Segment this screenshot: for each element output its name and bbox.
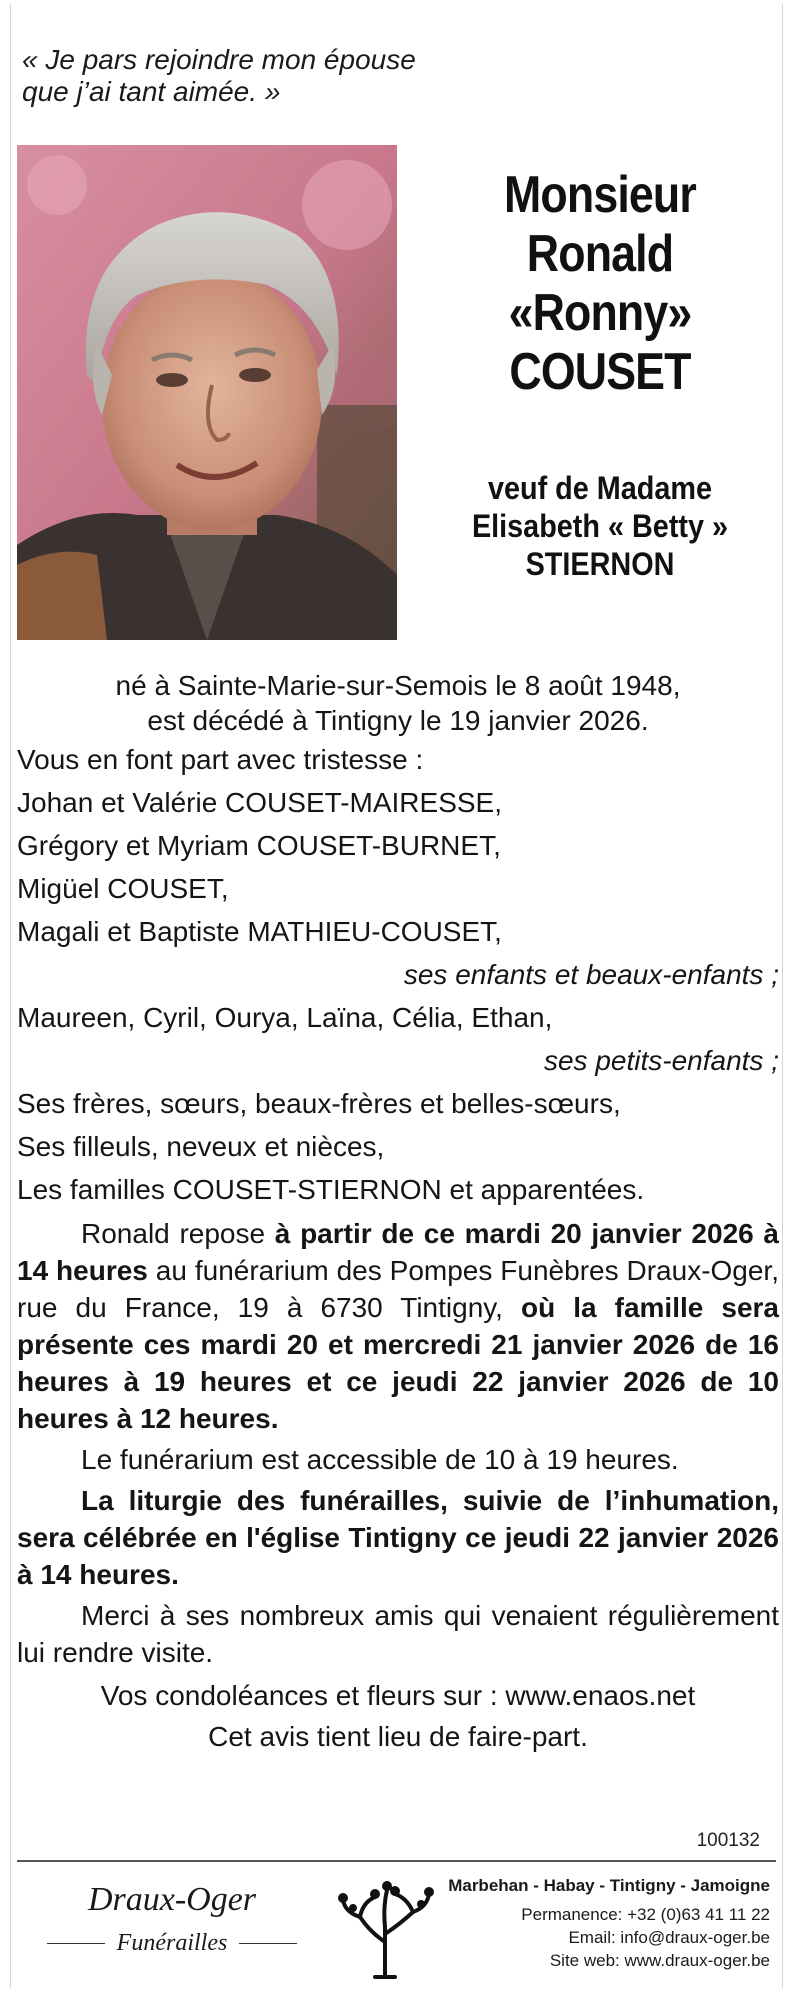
email-line: Email: info@draux-oger.be (568, 1928, 770, 1947)
condolences-line: Vos condoléances et fleurs sur : www.enaos.net (100, 1680, 696, 1711)
grandchildren-role: ses petits-enfants ; (543, 1045, 779, 1076)
grandchildren-list: Maureen, Cyril, Ourya, Laïna, Célia, Ethan, (17, 1002, 553, 1033)
widow-of (446, 469, 754, 583)
birth-line: né à Sainte-Marie-sur-Semois le 8 août 1948, (115, 670, 681, 701)
surname: COUSET (509, 343, 691, 401)
announce-line: Vous en font part avec tristesse : (17, 744, 424, 775)
obituary-notice (10, 4, 783, 1988)
quote-line: que j’ai tant aimée. » (22, 76, 281, 107)
family-entry: Les familles COUSET-STIERNON et apparentées. (17, 1174, 645, 1205)
tree-logo-icon (335, 1872, 435, 1982)
child-entry: Johan et Valérie COUSET-MAIRESSE, (17, 787, 502, 818)
repose-time: à partir de ce mardi 20 janvier 2026 à 14 heures (17, 1218, 779, 1286)
thanks-paragraph: Merci à ses nombreux amis qui venaient régulièrement lui rendre visite. (17, 1600, 779, 1668)
child-entry: Grégory et Myriam COUSET-BURNET, (17, 830, 501, 861)
phone-line: Permanence: +32 (0)63 41 11 22 (521, 1905, 770, 1924)
first-name: Ronald (526, 225, 674, 283)
reference-number: 100132 (696, 1830, 760, 1851)
towns-line: Marbehan - Habay - Tintigny - Jamoigne (448, 1876, 770, 1895)
access-paragraph: Le funérarium est accessible de 10 à 19 heures. (81, 1444, 679, 1475)
funeral-home-footer (17, 1866, 776, 1986)
repose-paragraph (17, 1215, 779, 1437)
funeral-home-logo (47, 1880, 297, 1958)
liturgy-text: La liturgie des funérailles, suivie de l’inhumation, sera célébrée en l'église Tintigny ce jeudi 22 janvier 2026 à 14 heures. (17, 1485, 779, 1590)
liturgy-paragraph (17, 1482, 779, 1593)
notice-line: Cet avis tient lieu de faire-part. (208, 1721, 588, 1752)
repose-place: au funérarium des Pompes Funèbres Draux-Oger, rue du France, 19 à 6730 Tintigny, (17, 1255, 779, 1323)
logo-subtitle: Funérailles (47, 1928, 297, 1958)
widow-line: veuf de Madame (487, 470, 713, 506)
visiting-hours: où la famille sera présente ces mardi 20 et mercredi 21 janvier 2026 de 16 heures à 19 heures et ce jeudi 22 janvier 2026 de 10 heures à 12 heures. (17, 1292, 779, 1434)
child-entry: Magali et Baptiste MATHIEU-COUSET, (17, 916, 502, 947)
name-title: Monsieur (504, 166, 696, 224)
family-entry: Ses filleuls, neveux et nièces, (17, 1131, 385, 1162)
footer-divider (17, 1860, 776, 1862)
portrait-photo (17, 145, 397, 640)
quote-line: « Je pars rejoindre mon épouse (22, 44, 416, 75)
child-entry: Migüel COUSET, (17, 873, 229, 904)
widow-line: Elisabeth « Betty » (471, 508, 729, 544)
death-line: est décédé à Tintigny le 19 janvier 2026. (147, 705, 649, 736)
epigraph-quote (22, 44, 502, 108)
deceased-name (453, 166, 747, 402)
repose-text: Ronald repose (81, 1218, 275, 1249)
website-line: Site web: www.draux-oger.be (549, 1951, 770, 1970)
logo-name: Draux-Oger (87, 1881, 257, 1918)
nickname: «Ronny» (508, 284, 692, 342)
contact-info (430, 1874, 770, 1972)
widow-line: STIERNON (525, 546, 675, 582)
notice-body (17, 668, 779, 1755)
children-role: ses enfants et beaux-enfants ; (403, 959, 779, 990)
family-entry: Ses frères, sœurs, beaux-frères et belles-sœurs, (17, 1088, 621, 1119)
